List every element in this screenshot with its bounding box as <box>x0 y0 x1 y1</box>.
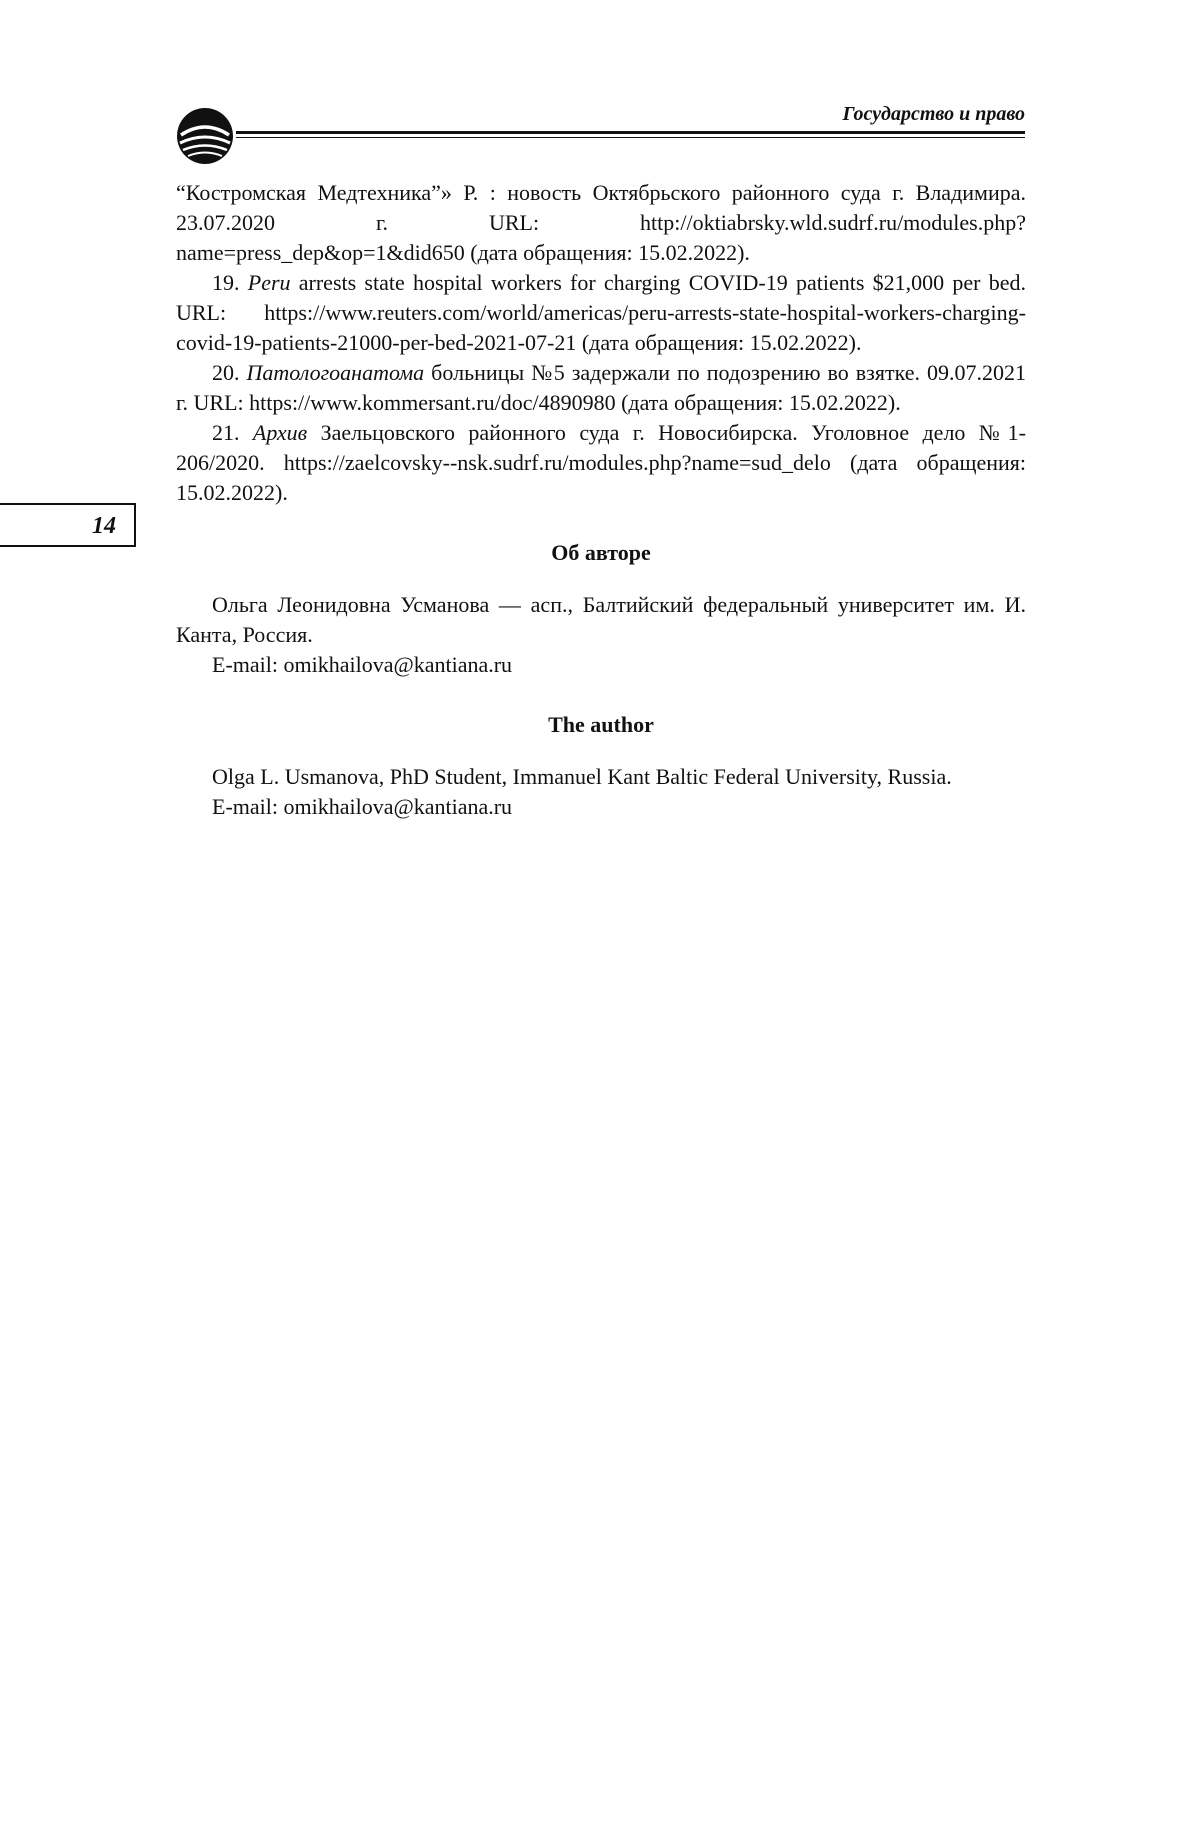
page-content <box>176 178 1026 822</box>
reference-number: 19. <box>212 270 240 295</box>
reference-title: Peru <box>247 270 291 295</box>
journal-logo <box>174 105 236 167</box>
reference-continuation: “Костромская Медтехника”» Р. : новость Октябрьского районного суда г. Владимира. 23.07.2020 г. URL: http://oktiabrsky.wld.sudrf.ru/modules.php?name=press_dep&op=1&did650 (дата обращения: 15.02.2022). <box>176 180 1026 265</box>
header-rule-thin <box>236 137 1025 138</box>
about-author-en <box>176 762 1026 822</box>
reference-number: 21. <box>212 420 240 445</box>
author-info-en: Olga L. Usmanova, PhD Student, Immanuel Kant Baltic Federal University, Russia. <box>212 764 952 789</box>
reference-item <box>176 418 1026 508</box>
reference-text: arrests state hospital workers for charging COVID-19 patients $21,000 per bed. URL: https://www.reuters.com/world/americas/peru-arrests-state-hospital-workers-charging-covid-19-patients-21000-per-bed-2021-07-21 (дата обращения: 15.02.2022). <box>176 270 1026 355</box>
header-rule <box>236 131 1025 134</box>
about-author-heading-ru: Об авторе <box>551 540 651 565</box>
about-author-ru <box>176 590 1026 680</box>
page-number: 14 <box>92 513 116 539</box>
reference-title: Патологоанатома <box>246 360 425 385</box>
reference-text: Заельцовского районного суда г. Новосибирска. Уголовное дело №1-206/2020. https://zaelcovsky--nsk.sudrf.ru/modules.php?name=sud_delo (дата обращения: 15.02.2022). <box>176 420 1027 505</box>
journal-title: Государство и право <box>842 103 1025 125</box>
page-number-box <box>0 503 136 547</box>
reference-number: 20. <box>212 360 240 385</box>
about-author-heading-en: The author <box>548 712 654 737</box>
reference-title: Архив <box>252 420 308 445</box>
author-email-ru: E-mail: omikhailova@kantiana.ru <box>212 652 513 677</box>
reference-item <box>176 358 1026 418</box>
reference-text: больницы №5 задержали по подозрению во взятке. 09.07.2021 г. URL: https://www.kommersant.ru/doc/4890980 (дата обращения: 15.02.2022). <box>176 360 1027 415</box>
author-info-ru: Ольга Леонидовна Усманова — асп., Балтийский федеральный университет им. И. Канта, Россия. <box>176 592 1026 647</box>
reference-item <box>176 268 1026 358</box>
author-email-en: E-mail: omikhailova@kantiana.ru <box>212 794 513 819</box>
